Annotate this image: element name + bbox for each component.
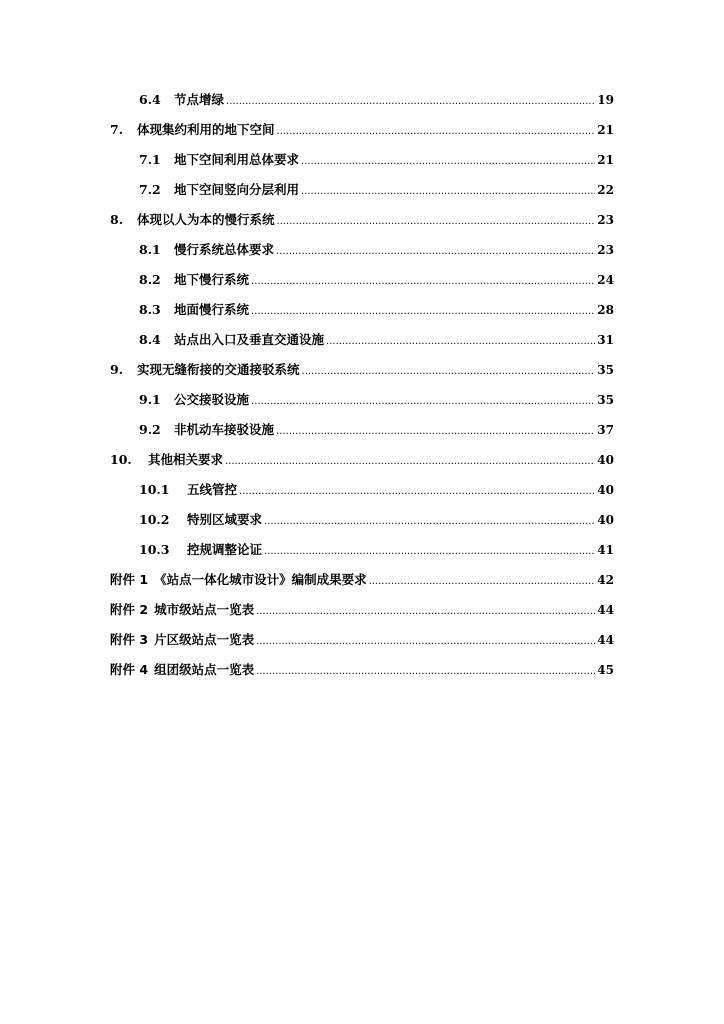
toc-leader-dots xyxy=(251,302,595,317)
toc-entry[interactable] xyxy=(110,660,614,690)
toc-entry-number: 10.1 xyxy=(139,482,170,497)
toc-entry-number: 附件 3 xyxy=(110,632,149,647)
toc-entry-page: 35 xyxy=(597,393,614,407)
toc-entry-number: 8.4 xyxy=(139,332,161,347)
toc-entry-page: 44 xyxy=(597,603,614,617)
toc-entry-title: 体现集约利用的地下空间 xyxy=(137,122,275,137)
toc-entry-title: 地下慢行系统 xyxy=(174,272,250,287)
toc-leader-dots xyxy=(264,542,595,557)
toc-entry-number: 10.2 xyxy=(139,512,170,527)
toc-entry-page: 28 xyxy=(597,303,614,317)
toc-entry-page: 41 xyxy=(597,543,614,557)
toc-entry-number: 9.2 xyxy=(139,422,161,437)
toc-leader-dots xyxy=(326,332,595,347)
toc-leader-dots xyxy=(369,572,596,587)
toc-leader-dots xyxy=(276,422,595,437)
toc-entry-title: 五线管控 xyxy=(187,482,238,497)
toc-entry-title: 片区级站点一览表 xyxy=(154,632,255,647)
toc-entry-title: 公交接驳设施 xyxy=(174,392,250,407)
toc-entry-number: 8.2 xyxy=(139,272,161,287)
toc-entry[interactable] xyxy=(110,510,614,540)
toc-entry-page: 44 xyxy=(597,633,614,647)
toc-entry-number: 9. xyxy=(110,362,124,377)
toc-entry-page: 40 xyxy=(597,513,614,527)
toc-entry[interactable] xyxy=(110,210,614,240)
toc-entry-page: 35 xyxy=(597,363,614,377)
toc-entry[interactable] xyxy=(110,390,614,420)
toc-leader-dots xyxy=(301,182,595,197)
toc-entry[interactable] xyxy=(110,180,614,210)
toc-entry[interactable] xyxy=(110,330,614,360)
toc-entry-title: 地下空间竖向分层利用 xyxy=(174,182,300,197)
toc-leader-dots xyxy=(256,602,595,617)
toc-leader-dots xyxy=(302,362,596,377)
toc-entry-title: 地面慢行系统 xyxy=(174,302,250,317)
toc-entry[interactable] xyxy=(110,450,614,480)
toc-leader-dots xyxy=(256,662,595,677)
toc-entry[interactable] xyxy=(110,300,614,330)
toc-leader-dots xyxy=(251,392,595,407)
toc-entry-title: 特别区域要求 xyxy=(187,512,263,527)
toc-leader-dots xyxy=(277,122,596,137)
toc-leader-dots xyxy=(239,482,595,497)
toc-entry-number: 8. xyxy=(110,212,124,227)
toc-entry-page: 40 xyxy=(597,453,614,467)
toc-entry-title: 地下空间利用总体要求 xyxy=(174,152,300,167)
toc-entry-title: 实现无缝衔接的交通接驳系统 xyxy=(137,362,300,377)
toc-entry-page: 37 xyxy=(597,423,614,437)
toc-entry[interactable] xyxy=(110,480,614,510)
toc-leader-dots xyxy=(226,92,595,107)
toc-entry[interactable] xyxy=(110,570,614,600)
toc-entry[interactable] xyxy=(110,150,614,180)
toc-entry-number: 8.1 xyxy=(139,242,161,257)
toc-entry-number: 10.3 xyxy=(139,542,170,557)
toc-leader-dots xyxy=(264,512,595,527)
toc-entry-number: 附件 1 xyxy=(110,572,149,587)
toc-entry-page: 22 xyxy=(597,183,614,197)
toc-leader-dots xyxy=(276,242,595,257)
toc-entry[interactable] xyxy=(110,630,614,660)
toc-entry-number: 9.1 xyxy=(139,392,161,407)
toc-entry-title: 《站点一体化城市设计》编制成果要求 xyxy=(154,572,367,587)
toc-entry-title: 站点出入口及垂直交通设施 xyxy=(174,332,325,347)
toc-entry-page: 21 xyxy=(597,123,614,137)
toc-entry[interactable] xyxy=(110,120,614,150)
toc-entry[interactable] xyxy=(110,420,614,450)
toc-leader-dots xyxy=(277,212,596,227)
toc-entry-number: 8.3 xyxy=(139,302,161,317)
toc-leader-dots xyxy=(251,272,595,287)
toc-entry-title: 控规调整论证 xyxy=(187,542,263,557)
toc-entry-page: 45 xyxy=(597,663,614,677)
toc-entry[interactable] xyxy=(110,90,614,120)
table-of-contents xyxy=(110,90,614,690)
toc-entry-page: 42 xyxy=(597,573,614,587)
toc-leader-dots xyxy=(301,152,595,167)
toc-entry-title: 组团级站点一览表 xyxy=(154,662,255,677)
toc-entry-page: 19 xyxy=(597,93,614,107)
toc-entry[interactable] xyxy=(110,540,614,570)
toc-entry-title: 慢行系统总体要求 xyxy=(174,242,275,257)
toc-entry-page: 23 xyxy=(597,213,614,227)
toc-entry-number: 附件 4 xyxy=(110,662,149,677)
toc-entry-title: 城市级站点一览表 xyxy=(154,602,255,617)
toc-entry-page: 21 xyxy=(597,153,614,167)
toc-entry-page: 23 xyxy=(597,243,614,257)
toc-entry-number: 7.1 xyxy=(139,152,161,167)
toc-entry-number: 7.2 xyxy=(139,182,161,197)
toc-entry-number: 7. xyxy=(110,122,124,137)
toc-entry[interactable] xyxy=(110,270,614,300)
toc-entry[interactable] xyxy=(110,240,614,270)
toc-entry[interactable] xyxy=(110,600,614,630)
toc-entry-title: 节点增绿 xyxy=(174,92,225,107)
toc-leader-dots xyxy=(256,632,595,647)
toc-entry-title: 其他相关要求 xyxy=(148,452,224,467)
toc-entry-number: 6.4 xyxy=(139,92,161,107)
toc-entry-number: 10. xyxy=(110,452,132,467)
toc-entry-title: 非机动车接驳设施 xyxy=(174,422,275,437)
toc-entry-number: 附件 2 xyxy=(110,602,149,617)
toc-entry-page: 24 xyxy=(597,273,614,287)
toc-entry-page: 40 xyxy=(597,483,614,497)
toc-entry-page: 31 xyxy=(597,333,614,347)
toc-entry-title: 体现以人为本的慢行系统 xyxy=(137,212,275,227)
toc-entry[interactable] xyxy=(110,360,614,390)
toc-leader-dots xyxy=(225,452,595,467)
